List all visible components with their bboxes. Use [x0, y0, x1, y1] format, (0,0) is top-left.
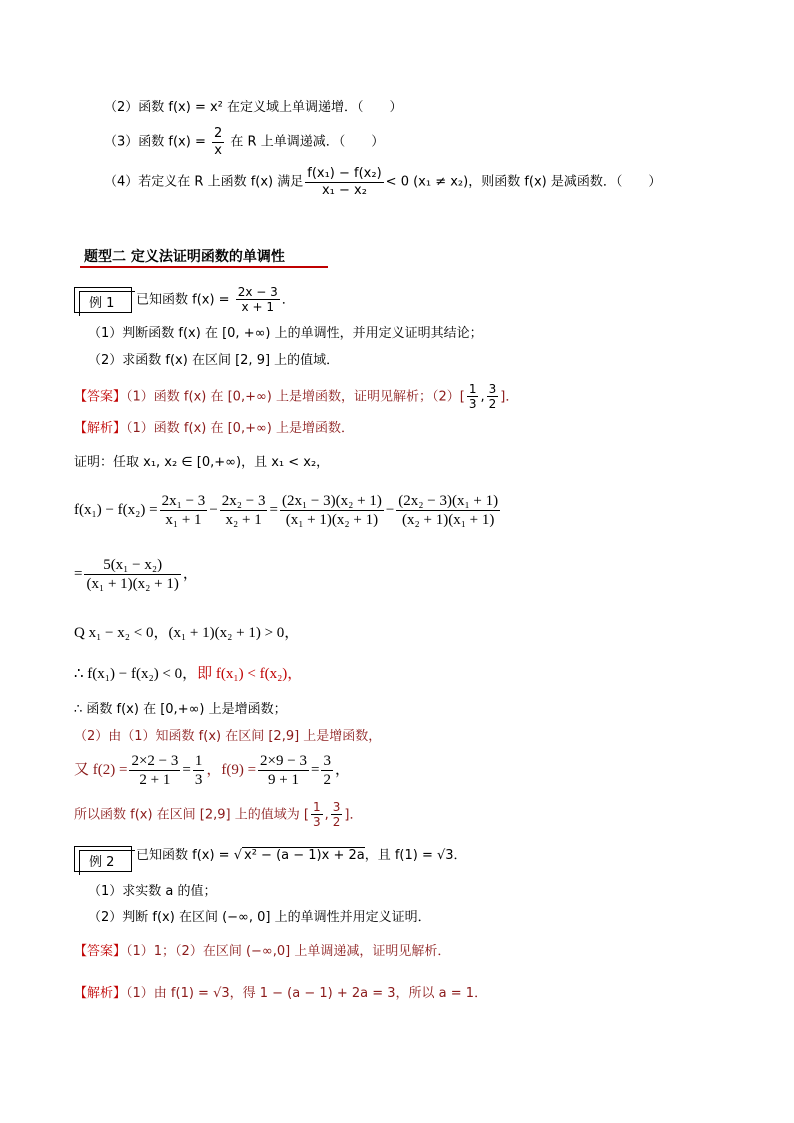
example-1-box	[74, 287, 132, 313]
f9-fraction	[258, 752, 309, 789]
judge-item-3-fraction	[212, 126, 224, 158]
difference-result: = $\frac{\text{5(x₁ − x₂)}}{\text{(x₁ + 1)(x₂ + 1)}}$ ，	[74, 557, 198, 592]
section-heading: 题型二 定义法证明函数的单调性	[84, 249, 285, 265]
fraction-numerator: 1	[312, 800, 321, 814]
part-2-intro: （2）由（1）知函数 f(x) 在区间 [2,9] 上是增函数，	[74, 729, 382, 744]
fraction-numerator: 2x₁ − 3	[161, 493, 206, 509]
fraction-numerator: 5(x₁ − x₂)	[84, 556, 180, 575]
analysis-text: （1）函数 f(x) 在 [0,+∞) 上是增函数．	[126, 421, 354, 436]
f9-value	[321, 752, 333, 789]
fraction-numerator: 2x − 3	[237, 285, 278, 299]
fraction-denominator: x₂ + 1	[225, 512, 262, 528]
judge-item-4-post: < 0 (x₁ ≠ x₂)，则函数 f(x) 是减函数．（ ）	[385, 174, 662, 190]
also-end: ，	[334, 761, 350, 778]
fraction-numerator: 2	[213, 126, 223, 141]
difference-expansion: f(x₁) − f(x₂) = $\frac{\text{2x₁ − 3}}{\text{x₁ + 1}}$ − $\frac{\text{2x₂ − 3}}{\text{x₂ + 1}}$ = $\frac{\text{(2x₁ − 3)(x₂ + 1)}}{\text{(x₁ + 1)(x₂ + 1)}}$ − $\frac{\text{(2x₂ − 3)(x₁ + 1)}}{\text{(x₂ + 1)(x₁ + 1)}}$	[74, 493, 499, 528]
answer-fraction-1	[467, 382, 479, 412]
example-1-label: 例 1	[89, 296, 115, 311]
example-2-question-2: （2）判断 f(x) 在区间 (−∞, 0] 上的单调性并用定义证明．	[88, 910, 431, 925]
range-end: ]．	[344, 807, 363, 823]
answer-fraction-2	[487, 382, 499, 412]
fraction-denominator: (x₁ + 1)(x₂ + 1)	[86, 576, 179, 592]
fraction-denominator: 2	[488, 397, 497, 412]
difference-lhs: f(x₁) − f(x₂) =	[74, 501, 158, 518]
step-therefore-1	[74, 665, 302, 684]
fraction-numerator: f(x₁) − f(x₂)	[307, 166, 382, 181]
answer-end: ]．	[500, 389, 519, 405]
fraction-numerator: 2×2 − 3	[131, 753, 179, 769]
fraction-numerator: (2x₂ − 3)(x₁ + 1)	[398, 493, 499, 509]
also-eq: =	[182, 761, 191, 778]
fraction-numerator: 1	[194, 753, 203, 769]
analysis-text: （1）由 f(1) = √3，得 1 − (a − 1) + 2a = 3，所以 a = 1．	[126, 986, 488, 1001]
range-conclusion: 所以函数 f(x) 在区间 [2,9] 上的值域为 [ $\frac{1}{3}$ , $\frac{3}{2}$ ]．	[74, 800, 363, 830]
fraction-denominator: 3	[312, 815, 321, 830]
answer-text: （1）1；（2）在区间 (−∞,0] 上单调递减，证明见解析．	[126, 944, 451, 959]
judge-item-4-fraction	[305, 166, 383, 198]
term-3	[280, 492, 384, 529]
answer-text: （1）函数 f(x) 在 [0,+∞) 上是增函数，证明见解析；（2）[	[126, 389, 465, 405]
term-4	[396, 492, 500, 529]
stem-post: ．	[281, 292, 295, 308]
stem-fraction	[236, 285, 280, 315]
stem-post: ，且 f(1) = √3．	[364, 848, 467, 863]
fraction-denominator: x	[214, 142, 222, 158]
term-2	[220, 492, 268, 529]
fraction-numerator: 1	[468, 382, 477, 396]
step-therefore-2: ∴ 函数 f(x) 在 [0,+∞) 上是增函数；	[74, 702, 287, 717]
fraction-denominator: 2 + 1	[139, 772, 171, 788]
therefore-1b: 即 f(x₁) < f(x₂)，	[197, 666, 303, 682]
fraction-denominator: x₁ + 1	[165, 512, 202, 528]
stem-pre: 已知函数 f(x) =	[136, 848, 234, 863]
range-fraction-2	[331, 800, 343, 830]
fraction-denominator: 3	[194, 772, 203, 788]
fraction-numerator: 2x₂ − 3	[221, 493, 266, 509]
fraction-numerator: 3	[323, 753, 331, 769]
judge-item-4-pre: （4）若定义在 R 上函数 f(x) 满足	[104, 174, 304, 190]
example-1-question-1: （1）判断函数 f(x) 在 [0, +∞) 上的单调性，并用定义证明其结论；	[88, 326, 483, 341]
stem-radicand: x² − (a − 1)x + 2a	[244, 848, 365, 863]
fraction-numerator: (2x₁ − 3)(x₂ + 1)	[281, 493, 382, 509]
section-heading-rule	[80, 266, 328, 268]
range-text: 所以函数 f(x) 在区间 [2,9] 上的值域为 [	[74, 807, 309, 823]
fraction-denominator: x + 1	[241, 300, 274, 315]
fraction-numerator: 2×9 − 3	[260, 753, 307, 769]
fraction-denominator: (x₁ + 1)(x₂ + 1)	[285, 512, 379, 528]
example-2-question-1: （1）求实数 a 的值；	[88, 884, 217, 899]
example-2-stem: 已知函数 f(x) = √ x² − (a − 1)x + 2a，且 f(1) = √3．	[136, 848, 467, 863]
term-5	[84, 556, 180, 593]
fraction-denominator: 2	[332, 815, 341, 830]
example-1-answer: 【答案】（1）函数 f(x) 在 [0,+∞) 上是增函数，证明见解析；（2）[ $\frac{1}{3}$ , $\frac{3}{2}$ ]．	[74, 382, 519, 412]
fraction-denominator: 9 + 1	[268, 772, 299, 788]
analysis-tag: 【解析】	[74, 986, 127, 1001]
fraction-denominator: x₁ − x₂	[321, 182, 367, 198]
fraction-denominator: 3	[468, 397, 477, 412]
judge-item-3	[104, 126, 384, 158]
proof-intro: 证明：任取 x₁, x₂ ∈ [0,+∞)，且 x₁ < x₂，	[74, 455, 330, 470]
f2-value	[193, 752, 205, 789]
example-1-analysis	[74, 421, 354, 437]
answer-tag: 【答案】	[74, 389, 127, 405]
judge-item-4	[104, 166, 661, 198]
step-sign: Q x₁ − x₂ < 0，(x₁ + 1)(x₂ + 1) > 0，	[74, 625, 300, 641]
answer-tag: 【答案】	[74, 944, 127, 959]
judge-item-2: （2）函数 f(x) = x² 在定义域上单调递增．（ ）	[104, 100, 403, 115]
judge-item-3-pre: （3）函数 f(x) =	[104, 134, 210, 150]
therefore-1a: ∴ f(x₁) − f(x₂) < 0，	[74, 666, 198, 682]
example-2-box	[74, 846, 132, 872]
example-1-stem	[136, 285, 295, 315]
example-2-answer	[74, 944, 450, 960]
fraction-denominator: 2	[323, 772, 331, 788]
also-mid: ，f(9) =	[206, 761, 257, 778]
example-1-question-2: （2）求函数 f(x) 在区间 [2, 9] 上的值域．	[88, 353, 340, 368]
stem-pre: 已知函数 f(x) =	[136, 292, 234, 308]
example-2-label: 例 2	[89, 855, 115, 870]
range-fraction-1	[311, 800, 323, 830]
fraction-denominator: (x₂ + 1)(x₁ + 1)	[402, 512, 495, 528]
analysis-tag: 【解析】	[74, 421, 127, 436]
f2-fraction	[129, 752, 180, 789]
fraction-numerator: 3	[332, 800, 341, 814]
also-pre: 又 f(2) =	[74, 761, 128, 778]
values-line: 又 f(2) = $\frac{2\times 2 - 3}{2 + 1}$ = $\frac{1}{3}$ ，f(9) = $\frac{2\times 9 - 3}{9 + 1}$ = $\frac{3}{2}$ ，	[74, 753, 350, 788]
fraction-numerator: 3	[488, 382, 497, 396]
term-1	[160, 492, 208, 529]
judge-item-3-post: 在 R 上单调递减．（ ）	[226, 134, 385, 150]
example-2-analysis	[74, 986, 487, 1002]
